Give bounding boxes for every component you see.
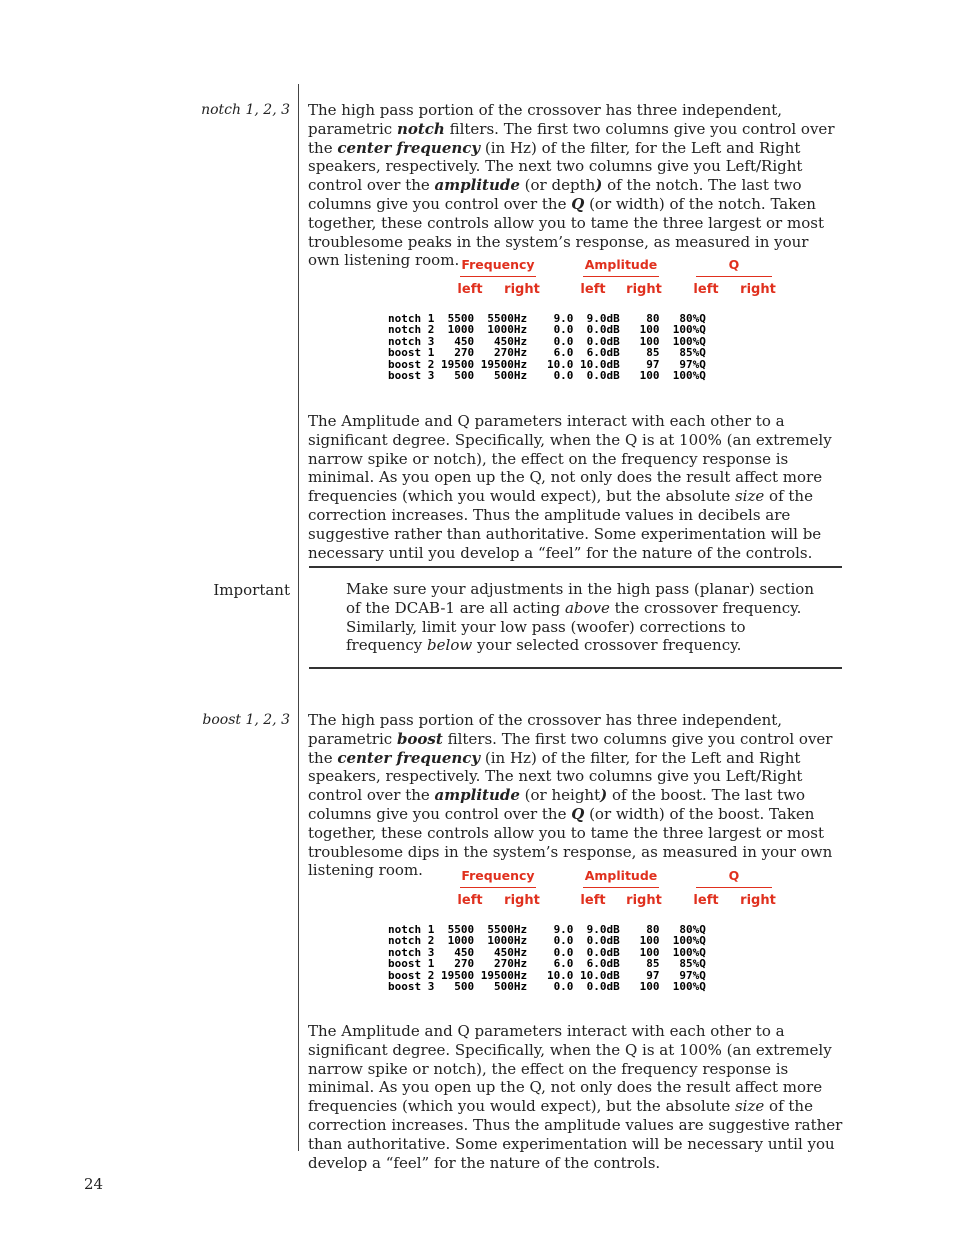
boost-paragraph-2: The Amplitude and Q parameters interact with each other to a significant degree. Specifically, when the Q is at 100% (an extremely narrow spike or notch), the effect on the frequency response is minimal. As you open up the Q, not only does the result affect more frequencies (which you would expect), but the absolute size of the correction increases. Thus the amplitude values are suggestive rather than authoritative. Some experimentation will be necessary until you develop a “feel” for the nature of the controls. — [308, 1022, 843, 1172]
column-group-underline — [696, 887, 772, 888]
column-group-q: Q — [728, 257, 740, 272]
important-bottom-rule — [309, 667, 842, 669]
column-subhead-right: right — [504, 893, 540, 908]
column-subhead-right: right — [626, 893, 662, 908]
notch-parameter-table — [388, 257, 788, 383]
important-top-rule — [309, 566, 842, 568]
column-group-underline — [460, 276, 536, 277]
column-subhead-right: right — [740, 893, 776, 908]
margin-rule — [298, 84, 299, 1151]
column-subhead-left: left — [580, 282, 606, 297]
column-subhead-left: left — [457, 893, 483, 908]
column-subhead-left: left — [693, 282, 719, 297]
column-group-q: Q — [728, 868, 740, 883]
boost-side-label: boost 1, 2, 3 — [202, 712, 290, 728]
column-group-amplitude: Amplitude — [584, 257, 658, 272]
column-subhead-left: left — [580, 893, 606, 908]
column-subhead-left: left — [457, 282, 483, 297]
notch-side-label: notch 1, 2, 3 — [201, 102, 290, 118]
column-subhead-right: right — [740, 282, 776, 297]
column-subhead-left: left — [693, 893, 719, 908]
notch-paragraph-1: The high pass portion of the crossover has three independent, parametric notch filters. The first two columns give you control over the center frequency (in Hz) of the filter, for the Left and Right speakers, respectively. The next two columns give you Left/Right control over the amplitude (or depth) of the notch. The last two columns give you control over the Q (or width) of the notch. Taken together, these controls allow you to tame the three largest or most troublesome peaks in the system’s response, as measured in your own listening room. — [308, 101, 835, 270]
important-note: Make sure your adjustments in the high pass (planar) section of the DCAB-1 are all acting above the crossover frequency. Similarly, limit your low pass (woofer) corrections to frequency below your selected crossover frequency. — [346, 580, 814, 655]
boost-paragraph-1: The high pass portion of the crossover has three independent, parametric boost filters. The first two columns give you control over the center frequency (in Hz) of the filter, for the Left and Right speakers, respectively. The next two columns give you Left/Right control over the amplitude (or height) of the boost. The last two columns give you control over the Q (or width) of the boost. Taken together, these controls allow you to tame the three largest or most troublesome dips in the system’s response, as measured in your own listening room. — [308, 711, 833, 880]
column-subhead-right: right — [504, 282, 540, 297]
column-group-frequency: Frequency — [461, 257, 535, 272]
column-subhead-right: right — [626, 282, 662, 297]
column-group-underline — [583, 887, 659, 888]
column-group-underline — [696, 276, 772, 277]
column-group-underline — [583, 276, 659, 277]
table-rows: notch 1 5500 5500Hz 9.0 9.0dB 80 80%Q notch 2 1000 1000Hz 0.0 0.0dB 100 100%Q notch 3 450 450Hz 0.0 0.0dB 100 100%Q boost 1 270 270Hz 6.0 6.0dB 85 85%Q boost 2 19500 19500Hz 10.0 10.0dB 97 97%Q boost 3 500 500Hz 0.0 0.0dB 100 100%Q — [388, 312, 706, 383]
table-rows: notch 1 5500 5500Hz 9.0 9.0dB 80 80%Q notch 2 1000 1000Hz 0.0 0.0dB 100 100%Q notch 3 450 450Hz 0.0 0.0dB 100 100%Q boost 1 270 270Hz 6.0 6.0dB 85 85%Q boost 2 19500 19500Hz 10.0 10.0dB 97 97%Q boost 3 500 500Hz 0.0 0.0dB 100 100%Q — [388, 923, 706, 994]
boost-parameter-table — [388, 868, 788, 994]
important-side-label: Important — [213, 581, 290, 599]
column-group-frequency: Frequency — [461, 868, 535, 883]
column-group-amplitude: Amplitude — [584, 868, 658, 883]
column-group-underline — [460, 887, 536, 888]
notch-paragraph-2: The Amplitude and Q parameters interact with each other to a significant degree. Specifically, when the Q is at 100% (an extremely narrow spike or notch), the effect on the frequency response is minimal. As you open up the Q, not only does the result affect more frequencies (which you would expect), but the absolute size of the correction increases. Thus the amplitude values in decibels are suggestive rather than authoritative. Some experimentation will be necessary until you develop a “feel” for the nature of the controls. — [308, 412, 832, 562]
page-number: 24 — [84, 1175, 104, 1193]
